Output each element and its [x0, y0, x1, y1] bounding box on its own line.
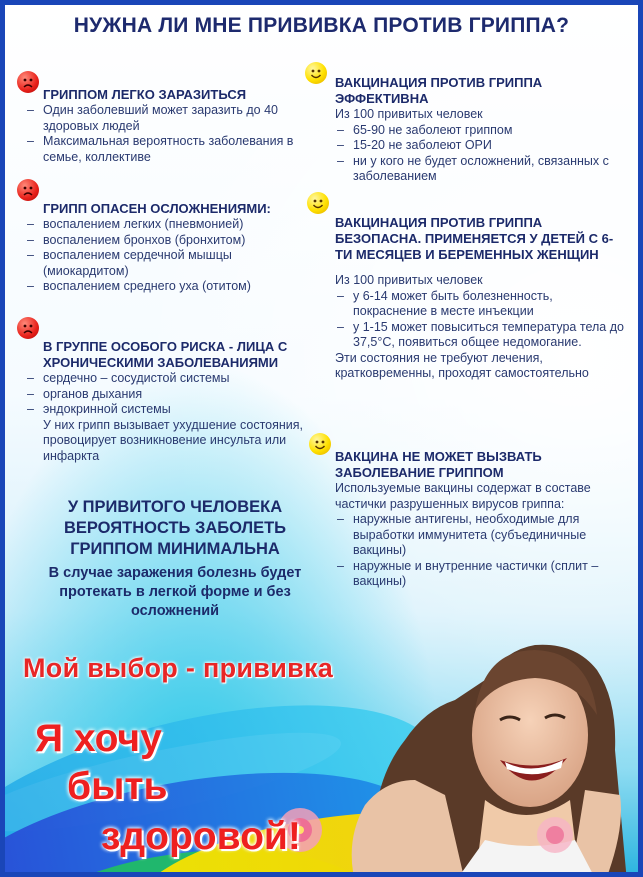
block-intro: Используемые вакцины содержат в составе частички разрушенных вирусов гриппа:: [335, 481, 591, 511]
list-item: – воспалением сердечной мышцы (миокардитом): [25, 248, 305, 279]
sad-face-icon: [17, 179, 39, 201]
list-item: – воспалением бронхов (бронхитом): [25, 233, 305, 249]
block-heading: ВАКЦИНАЦИЯ ПРОТИВ ГРИППА ЭФФЕКТИВНА: [335, 75, 543, 106]
list-item: – эндокринной системы: [25, 402, 315, 418]
list-item: – наружные и внутренние частички (сплит – вакцины): [335, 559, 630, 590]
list-item: – Максимальная вероятность заболевания в семье, коллективе: [25, 134, 295, 165]
smiley-face-icon: [307, 192, 329, 214]
block-heading: ГРИППОМ ЛЕГКО ЗАРАЗИТЬСЯ: [43, 87, 247, 102]
list-item: – сердечно – сосудистой системы: [25, 371, 315, 387]
left-block-contagious: [25, 87, 295, 165]
list-item: – у 1-15 может повыситься температура тела до 37,5°С, появиться общее недомогание.: [335, 320, 630, 351]
list-item: – у 6-14 может быть болезненность, покраснение в месте инъекции: [335, 289, 630, 320]
slogan-word: быть: [67, 765, 168, 808]
sad-face-icon: [17, 317, 39, 339]
callout-heading: У ПРИВИТОГО ЧЕЛОВЕКА ВЕРОЯТНОСТЬ ЗАБОЛЕТЬ ГРИППОМ МИНИМАЛЬНА: [63, 498, 287, 558]
flower-icon: [525, 805, 585, 865]
minimal-risk-callout: [25, 497, 325, 621]
block-heading: ВАКЦИНАЦИЯ ПРОТИВ ГРИППА БЕЗОПАСНА. ПРИМЕНЯЕТСЯ У ДЕТЕЙ С 6-ТИ МЕСЯЦЕВ И БЕРЕМЕННЫХ ЖЕНЩИН: [335, 215, 614, 262]
block-heading: ВАКЦИНА НЕ МОЖЕТ ВЫЗВАТЬ ЗАБОЛЕВАНИЕ ГРИППОМ: [335, 449, 542, 480]
smiling-woman-image: [335, 590, 643, 877]
list-item: – ни у кого не будет осложнений, связанных с заболеванием: [335, 154, 625, 185]
callout-text: В случае заражения болезнь будет протекать в легкой форме и без осложнений: [48, 565, 302, 619]
list-item: – Один заболевший может заразить до 40 здоровых людей: [25, 103, 295, 134]
slogan-word: здоровой!: [101, 815, 301, 858]
right-block-safe: [335, 215, 630, 382]
block-note: Эти состояния не требуют лечения, кратковременны, проходят самостоятельно: [335, 350, 589, 380]
list-item: – воспалением легких (пневмонией): [25, 217, 305, 233]
list-item: – наружные антигены, необходимые для выработки иммунитета (субъединичные вакцины): [335, 512, 630, 559]
left-block-complications: [25, 201, 305, 295]
slogan-word: Я хочу: [35, 717, 162, 760]
block-intro: Из 100 привитых человек: [335, 273, 483, 287]
right-block-effective: [335, 75, 625, 185]
list-item: – органов дыхания: [25, 387, 315, 403]
smiley-face-icon: [305, 62, 327, 84]
list-item: – воспалением среднего уха (отитом): [25, 279, 305, 295]
block-note: У них грипп вызывает ухудшение состояния, провоцирует возникновение инсульта или инфаркта: [43, 417, 303, 463]
block-intro: Из 100 привитых человек: [335, 107, 483, 121]
list-item: – 15-20 не заболеют ОРИ: [335, 138, 625, 154]
list-item: – 65-90 не заболеют гриппом: [335, 123, 625, 139]
page-title: НУЖНА ЛИ МНЕ ПРИВИВКА ПРОТИВ ГРИППА?: [73, 14, 570, 37]
smiley-face-icon: [309, 433, 331, 455]
slogan-main: Мой выбор - прививка: [23, 653, 334, 683]
block-heading: В ГРУППЕ ОСОБОГО РИСКА - ЛИЦА С ХРОНИЧЕСКИМИ ЗАБОЛЕВАНИЯМИ: [43, 339, 288, 370]
block-heading: ГРИПП ОПАСЕН ОСЛОЖНЕНИЯМИ:: [43, 201, 271, 216]
left-block-risk-group: [25, 339, 315, 464]
right-block-cannot-cause: [335, 449, 630, 590]
